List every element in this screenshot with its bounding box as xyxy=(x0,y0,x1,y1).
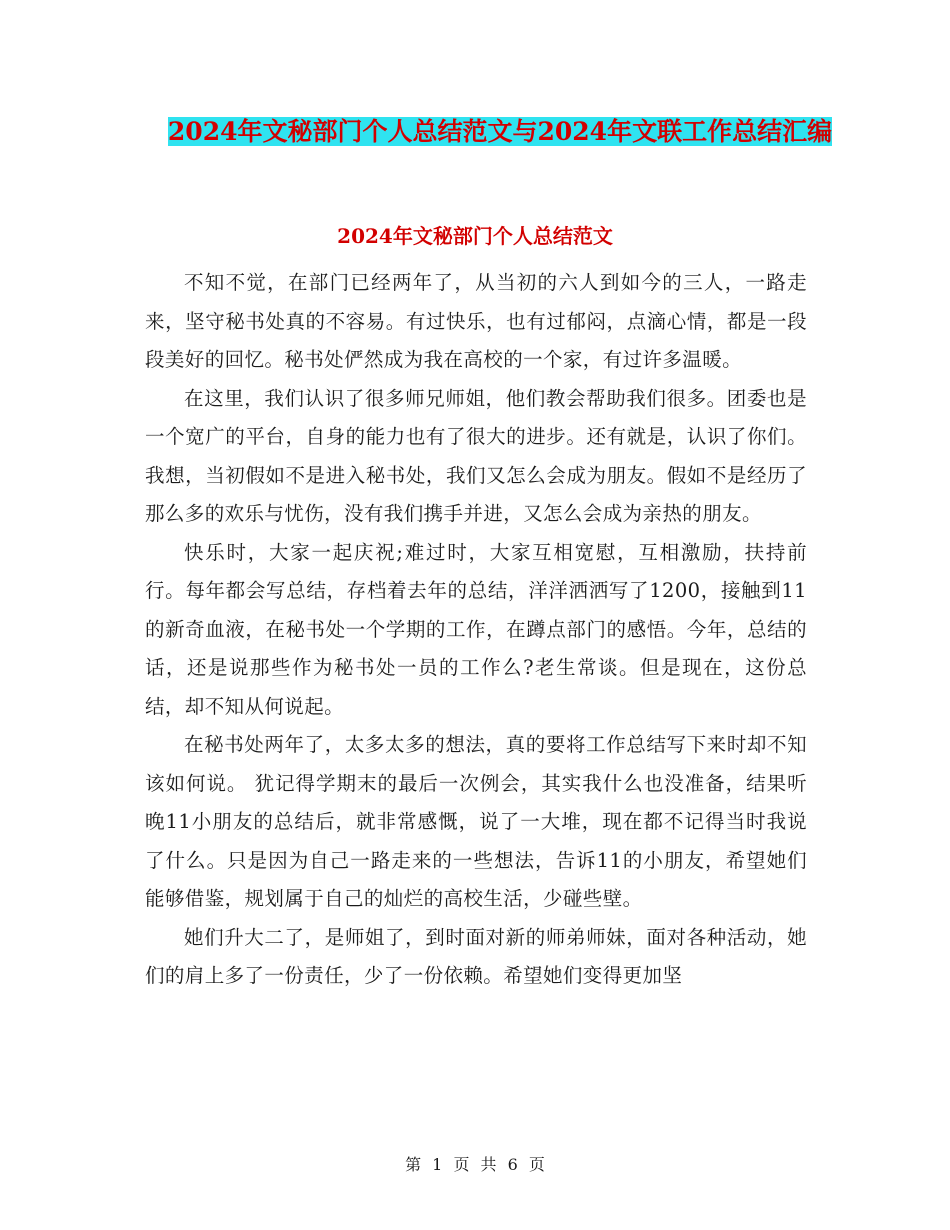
paragraph: 她们升大二了，是师姐了，到时面对新的师弟师妹，面对各种活动，她们的肩上多了一份责任，少了一份依赖。希望她们变得更加坚 xyxy=(145,925,807,987)
paragraph: 在这里，我们认识了很多师兄师姐，他们教会帮助我们很多。团委也是一个宽广的平台，自身的能力也有了很大的进步。还有就是，认识了你们。我想，当初假如不是进入秘书处，我们又怎么会成为朋友。假如不是经历了那么多的欢乐与忧伤，没有我们携手并进，又怎么会成为亲热的朋友。 xyxy=(145,386,807,525)
document-title-text: 2024年文秘部门个人总结范文与2024年文联工作总结汇编 xyxy=(167,117,833,146)
paragraph: 快乐时，大家一起庆祝;难过时，大家互相宽慰，互相激励，扶持前行。每年都会写总结，存档着去年的总结，洋洋洒洒写了1200，接触到11的新奇血液，在秘书处一个学期的工作，在蹲点部门的感悟。今年，总结的话，还是说那些作为秘书处一员的工作么?老生常谈。但是现在，这份总结，却不知从何说起。 xyxy=(145,540,807,718)
paragraph: 不知不觉，在部门已经两年了，从当初的六人到如今的三人，一路走来，坚守秘书处真的不容易。有过快乐，也有过郁闷，点滴心情，都是一段段美好的回忆。秘书处俨然成为我在高校的一个家，有过许多温暖。 xyxy=(145,271,807,371)
section-title: 2024年文秘部门个人总结范文 xyxy=(337,224,613,248)
document-body xyxy=(145,264,807,996)
paragraph: 在秘书处两年了，太多太多的想法，真的要将工作总结写下来时却不知该如何说。 犹记得学期末的最后一次例会，其实我什么也没准备，结果听晚11小朋友的总结后，就非常感慨，说了一大堆，现在都不记得当时我说了什么。只是因为自己一路走来的一些想法，告诉11的小朋友，希望她们能够借鉴，规划属于自己的灿烂的高校生活，少碰些壁。 xyxy=(145,733,807,910)
document-title xyxy=(140,110,860,154)
page-footer: 第 1 页 共 6 页 xyxy=(405,1155,545,1174)
